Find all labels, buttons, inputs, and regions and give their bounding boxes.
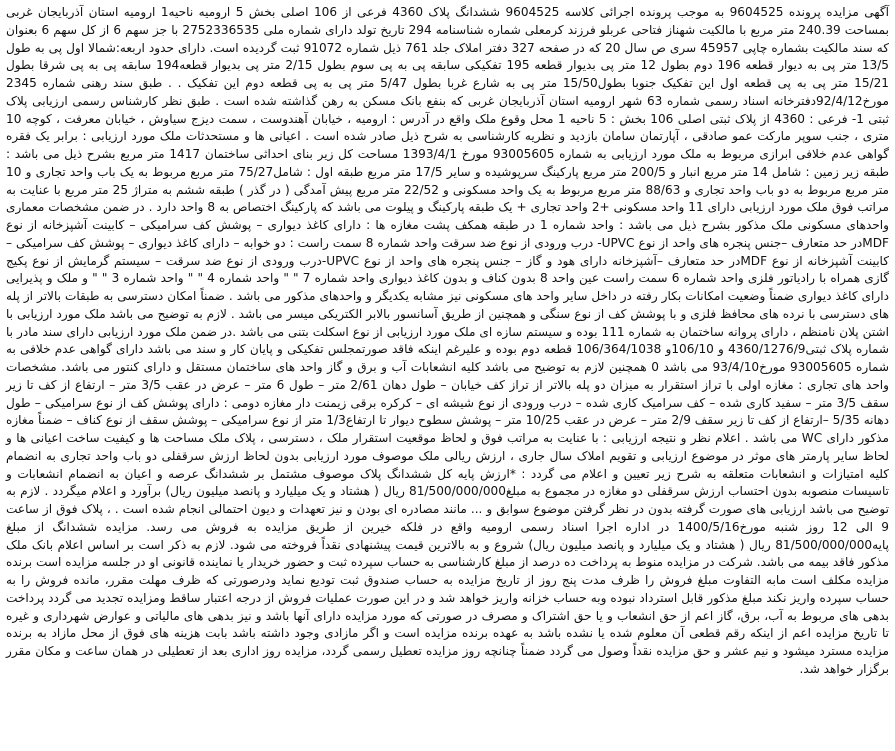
auction-notice-text: آگهی مزایده پرونده 9604525 به موجب پرونده اجرائی کلاسه 9604525 ششدانگ پلاک 4360 فرعی از 106 اصلی بخش 5 ارومیه ناحیه1 ارومیه استان آذربایجان غربی بمساحت 240.39 متر مربع با مالکیت شهناز فتاحی عربلو فرزند کرمعلی شماره شناسنامه 294 تاریخ تولد دارای شماره ملی 2752336535 با جز سهم 6 از کل سهم 6 بعنوان که سند مالکیت بشماره چاپی 45957 سری ص سال 20 که در صفحه 327 دفتر املاک جلد 761 ذیل شماره 91072 ثبت گردیده است. دارای حدود اربعه:شمالا اول پی به طول 13/5 متر پی به دیوار قطعه 196 دوم بطول 12 متر پی بدیوار قطعه 195 تفکیکی سابقه پی به پی سوم بطول 2/15 متر پی بدیوار قطعه194 سابقه پی به پی شرقا بطول 15/21 متر پی به پی قطعه اول این تفکیک جنوبا بطول15/50 متر پی به شارع غربا بطول 5/47 متر پی به پی قطعه دوم این تفکیک . . طبق سند رهنی شماره 2345 مورخ92/4/12دفترخانه اسناد رسمی شماره 63 شهر ارومیه استان آذربایجان غربی که بنفع بانک مسکن به رهن گذاشته شده است . طبق نظر کارشناس رسمی ارزیابی پلاک ثبتی 1- فرعی : 4360 از پلاک ثبتی اصلی 106 بخش : 5 ناحیه 1 محل وقوع ملک واقع در آدرس : ارومیه ، خیابان آهندوست ، سمت دیزج سیاوش ، خیابان معرفت ، کوچه 10 متری ، جنب سوپر مارکت عمو صادقی ، آپارتمان سامان بازدید و نظریه کارشناسی به شرح ذیل صادر شده است . اعیانی ها و مستحدثات ملک مورد ارزیابی : برابر یک فقره گواهی عدم خلافی ابرازی مربوط به ملک مورد ارزیابی به شماره 93005605 مورخ 1393/4/1 مساحت کل زیر بنای احداثی ساختمان 1417 متر مربع بشرح ذیل می باشد : طبقه زیر زمین : شامل 14 متر مربع انبار و 200/5 متر مربع پارکینگ سرپوشیده و سایر 17/5 متر مربع طبقه اول : شامل75/27 متر مربع مربوط به یک باب واحد تجاری و 10 متر مربع مربوط به دو باب واحد تجاری و 88/63 متر مربع مربوط به یک واحد مسکونی و 22/52 متر مربع پیش آمدگی ( در گذر ) طبقه ششم به متراژ 25 متر مربع با عنایت به مراتب فوق ملک مورد ارزیابی دارای 11 واحد مسکونی +2 واحد تجاری + یک طبقه پارکینگ و پیلوت می باشد که پارکینگ اختصاص به 8 واحد دارد . در ضمن مشخصات معماری واحدهای مسکونی ملک مذکور بشرح ذیل می باشد : واحد شماره 1 در طبقه همکف پشت مغازه ها : دارای کاغذ دیواری – پوشش کف سرامیکی – کابینت آشپزخانه از نوع MDFدر حد متعارف –جنس پنجره های واحد از نوع UPVC- درب ورودی از نوع ضد سرقت واحد شماره 8 سمت راست : دو خوابه – دارای کاغذ دیواری – پوشش کف سرامیکی – کابینت آشپزخانه از نوع MDFدر حد متعارف –آشپزخانه دارای هود و گاز – جنس پنجره های واحد از نوع UPVC-درب ورودی از نوع ضد سرقت – سیستم گرمایش از نوع پکیج گازی همراه با رادیاتور فلزی واحد شماره 6 سمت راست عین واحد 8 بدون کناف و بدون کاغذ دیواری واحد شماره 7 " " واحد شماره 4 " " واحد شماره 3 " " و ملک و پذیرایی دارای کاغذ دیواری ضمناً وضعیت امکانات بکار رفته در داخل سایر واحد های مسکونی نیز مشابه یکدیگر و واحدهای مذکور می باشد . ضمناً امکان دسترسی به طبقات بالاتر از پله های دسترسی با نرده های محافظ فلزی و با پوشش کف از نوع سنگی و همچنین از طریق آسانسور بالابر الکتریکی میسر می باشد . لازم به توضیح می باشد ملک مورد ارزیابی با اشتن پلان نامنظم ، دارای پروانه ساختمان به شماره 111 بوده و سیستم سازه ای ملک مورد ارزیابی از نوع اسکلت بتنی می باشد .در ضمن ملک مورد ارزیابی دارای سند مادر با شماره پلاک ثبتی4360/1276/9 و 106/10و 106/364/1038 قطعه دوم بوده و علیرغم اینکه فاقد صورتمجلس تفکیکی و پایان کار و سند می باشد دارای گواهی عدم خلافی به شماره 93005605 مورخ93/4/10 می باشد 0 همچنین لازم به توضیح می باشد کلیه انشعابات آب و برق و گاز واحد های ساختمان مستقل و دارای کنتور می باشد. مشخصات واحد های تجاری : مغازه اولی با تراز استقرار به میزان دو پله بالاتر از تراز کف خیابان – طول دهان 2/61 متر – طول 6 متر – عرض در عقب 3/5 متر – ارتفاع از کف تا زیر سقف 3/5 متر – سفید کاری شده – کف سرامیک کاری شده – درب ورودی از نوع شیشه ای – کرکره برقی زیمنت دار مغازه دومی : دارای پوشش کف از نوع سرامیکی – طول دهانه 5/35 –ارتفاع از کف تا زیر سقف 2/9 متر – عرض در عقب 10/25 متر – پوشش سطوح دیوار تا ارتفاع1/3 متر از نوع سرامیکی – پوشش سقف از نوع کناف – ضمناً مغازه مذکور دارای WC می باشد . اعلام نظر و نتیجه ارزیابی : با عنایت به مراتب فوق و لحاظ موقعیت استقرار ملک ، دسترسی ، پلاک ملک مساحت ها و کیفیت ساخت اعیانی ها و لحاظ سایر پارمتر های موثر در موضوع ارزیابی و تقویم املاک سال جاری ، ارزش ریالی ملک موصوف مورد ارزیابی بدون لحاظ ارزش سرقفلی دو باب واحد تجاری به انضمام کلیه امتیازات و انشعابات متعلقه به شرح زیر تعیین و اعلام می گردد : *ارزش پایه کل ششدانگ پلاک موصوف مشتمل بر ششدانگ عرصه و اعیان به انضمام انشعابات و تاسیسات منصوبه بدون احتساب ارزش سرقفلی دو مغازه در مجموع به مبلغ81/500/000/000 ریال ( هشتاد و یک میلیارد و پانصد میلیون ریال) برآورد و اعلام میگردد . لازم به توضیح می باشد ارزیابی های صورت گرفته بدون در نظر گرفتن موضوع سوابق و ... مانند مصادره ای بودن و نیز تعهدات و دیون احتمالی انجام شده است . ، پلاک فوق از ساعت 9 الی 12 روز شنبه مورخ1400/5/16 در اداره اجرا اسناد رسمی ارومیه واقع در فلکه خیرین از طریق مزایده به فروش می رسد. مزایده ششدانگ از مبلغ پایه81/500/000/000 ریال ( هشتاد و یک میلیارد و پانصد میلیون ریال) شروع و به بالاترین قیمت پیشنهادی نقداً فروخته می شود. لازم به ذکر است بر اساس اعلام بانک ملک مذکور فاقد بیمه می باشد. شرکت در مزایده منوط به پرداخت ده درصد از مبلغ کارشناسی به حساب سپرده ثبت و حضور خریدار یا نماینده قانونی او در جلسه مزایده است برنده مزایده مکلف است مابه التفاوت مبلغ فروش را ظرف مدت پنج روز از تاریخ مزایده به حساب صندوق ثبت تودیع نماید ودرصورتی که ظرف مهلت مقرر، مانده فروش را به حساب سپرده واریز نکند مبلغ مذکور قابل استرداد نبوده وبه حساب خزانه واریز خواهد شد و در این صورت عملیات فروش از درجه اعتبار ساقط ومزایده تجدید می گردد پرداخت بدهی های مربوط به آب، برق، گاز اعم از حق انشعاب و یا حق اشتراک و مصرف در صورتی که مورد مزایده دارای آنها باشد و نیز بدهی های مالیاتی و عوارض شهرداری و غیره تا تاریخ مزایده اعم از اینکه رقم قطعی آن معلوم شده یا نشده باشد به عهده برنده مزایده است و اگر مازادی وجود داشته باشد بابت هزینه های فوق از محل مازاد به برنده مزایده مسترد میشود و نیم عشر و حق مزایده نقداً وصول می گردد ضمناً چنانچه روز مزایده تعطیل رسمی گردد، مزایده روز اداری بعد از تعطیلی در همان ساعت و مکان مقرر برگزار خواهد شد. [6, 5, 890, 676]
